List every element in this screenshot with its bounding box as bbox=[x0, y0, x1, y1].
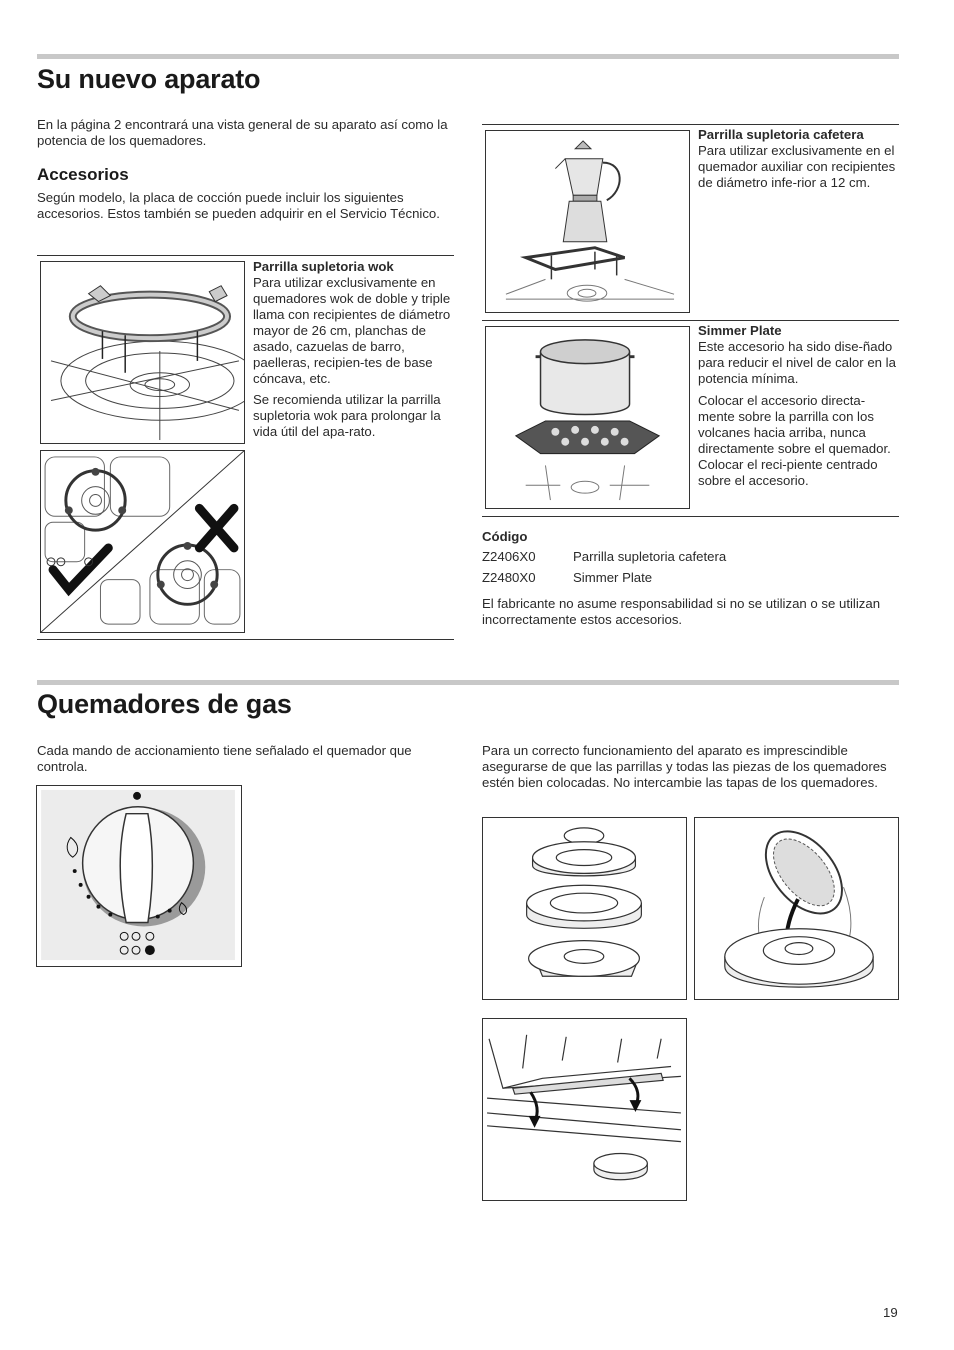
codigo-code: Z2406X0 bbox=[482, 549, 536, 564]
burner-paragraph: Para un correcto funcionamiento del aparato es imprescindible asegurarse de que las parrillas y todas las piezas de los quemadores estén bien colocadas. No intercambie las tapas de los quemadores. bbox=[482, 743, 887, 790]
knob-paragraph: Cada mando de accionamiento tiene señalado el quemador que controla. bbox=[37, 743, 412, 774]
wok-title: Parrilla supletoria wok bbox=[253, 259, 394, 274]
codigo-title: Código bbox=[482, 529, 528, 544]
simmer-title: Simmer Plate bbox=[698, 323, 782, 338]
simmer-text: Este accesorio ha sido dise-ñado para reducir el nivel de calor en la potencia mínima. bbox=[698, 339, 896, 386]
simmer-plate-illustration bbox=[485, 326, 690, 509]
rule bbox=[37, 255, 454, 256]
intro-paragraph: En la página 2 encontrará una vista general de su aparato así como la potencia de los quemadores. bbox=[37, 117, 448, 148]
cafetera-title: Parrilla supletoria cafetera bbox=[698, 127, 864, 142]
codigo-row bbox=[482, 570, 652, 585]
section-divider-bar bbox=[37, 680, 899, 685]
burner-parts-exploded-illustration bbox=[482, 817, 687, 1000]
wok-description bbox=[253, 259, 453, 387]
simmer-text-2: Colocar el accesorio directa-mente sobre la parrilla con los volcanes hacia arriba, nunca directamente sobre el quemador. Colocar el reci-piente centrado sobre el accesorio. bbox=[698, 393, 891, 488]
wok-text-2: Se recomienda utilizar la parrilla supletoria wok para prolongar la vida útil del apa-rato. bbox=[253, 392, 441, 439]
section-divider-bar bbox=[37, 54, 899, 59]
accesorios-heading: Accesorios bbox=[37, 165, 129, 184]
simmer-description bbox=[698, 323, 898, 387]
disclaimer-paragraph: El fabricante no asume responsabilidad si no se utilizan o se utilizan incorrectamente estos accesorios. bbox=[482, 596, 881, 627]
cafetera-description bbox=[698, 127, 898, 191]
wok-text: Para utilizar exclusivamente en quemadores wok de doble y triple llama con recipientes de diámetro mayor de 26 cm, planchas de asado, cazuelas de barro, paelleras, recipien-tes de base cóncava, etc. bbox=[253, 275, 451, 386]
rule bbox=[482, 516, 899, 517]
codigo-code: Z2480X0 bbox=[482, 570, 536, 585]
page-number: 19 bbox=[883, 1305, 898, 1320]
section-title: Su nuevo aparato bbox=[37, 64, 261, 94]
control-knob-illustration bbox=[36, 785, 242, 967]
burner-cap-placement-illustration bbox=[694, 817, 899, 1000]
cafetera-text: Para utilizar exclusivamente en el quemador auxiliar con recipientes de diámetro infe-rior a 12 cm. bbox=[698, 143, 896, 190]
section-title: Quemadores de gas bbox=[37, 689, 292, 719]
codigo-row bbox=[482, 549, 726, 564]
rule bbox=[37, 639, 454, 640]
codigo-name: Simmer Plate bbox=[573, 570, 653, 585]
cafetera-support-illustration bbox=[485, 130, 690, 313]
rule bbox=[482, 124, 899, 125]
wok-ring-illustration bbox=[40, 261, 245, 444]
grate-placement-illustration bbox=[482, 1018, 687, 1201]
codigo-name: Parrilla supletoria cafetera bbox=[573, 549, 727, 564]
rule bbox=[482, 320, 899, 321]
accesorios-paragraph: Según modelo, la placa de cocción puede incluir los siguientes accesorios. Estos también se pueden adquirir en el Servicio Técnico. bbox=[37, 190, 440, 221]
wok-placement-correct-incorrect bbox=[40, 450, 245, 633]
